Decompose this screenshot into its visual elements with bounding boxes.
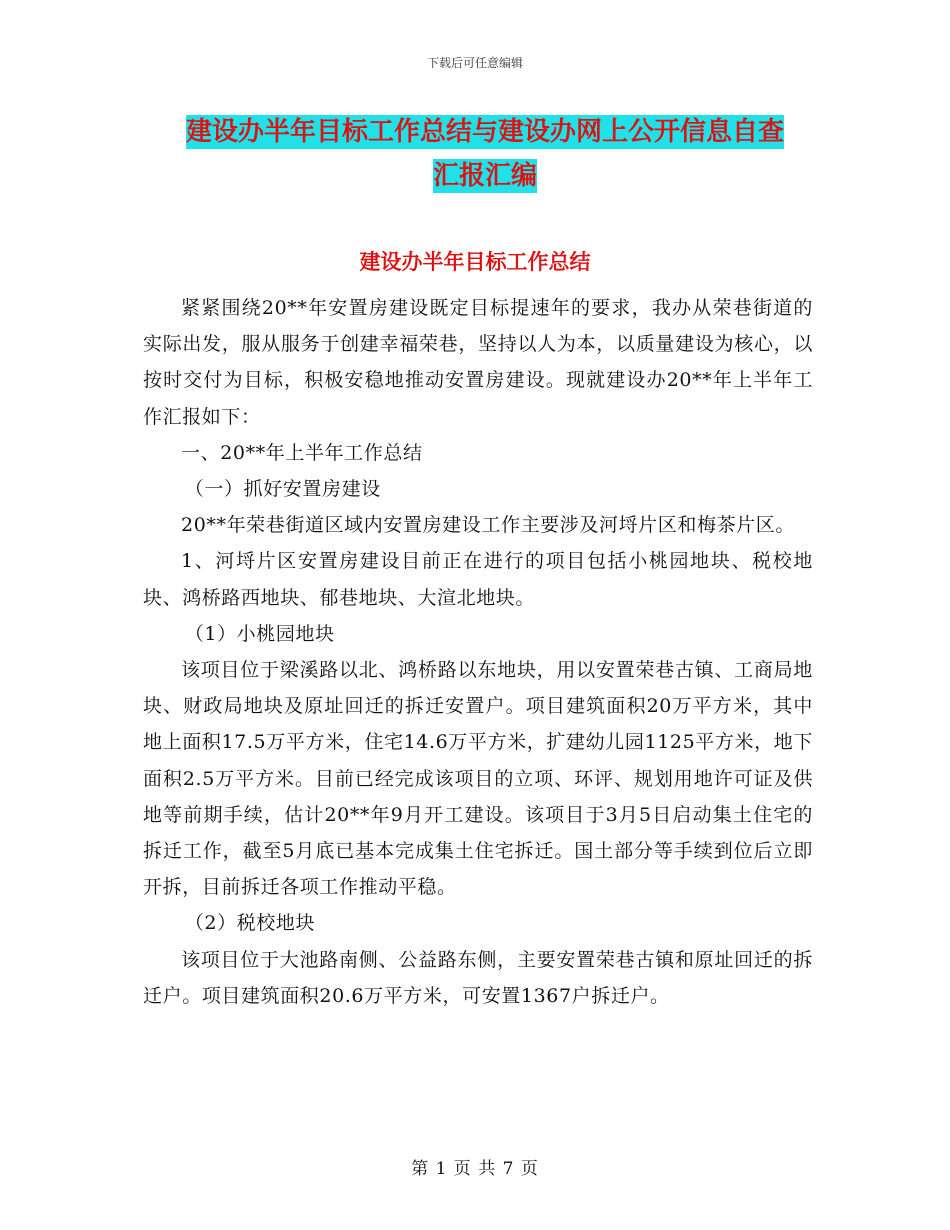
heading-section-1: 一、20**年上半年工作总结 [181,441,423,464]
document-body [143,290,813,1014]
main-title-line1: 建设办半年目标工作总结与建设办网上公开信息自查 [185,117,784,147]
heading-subsection-1: （一）抓好安置房建设 [184,478,381,501]
main-title-line2: 汇报汇编 [432,161,537,191]
heading-xiaotaoyuan: （1）小桃园地块 [184,622,335,645]
page-footer: 第 1 页 共 7 页 [411,1159,539,1179]
paragraph-shuixiao: 该项目位于大池路南侧、公益路东侧，主要安置荣巷古镇和原址回迁的拆迁户。项目建筑面积20.6万平方米，可安置1367户拆迁户。 [143,948,813,1007]
paragraph-areas: 20**年荣巷街道区域内安置房建设工作主要涉及河埒片区和梅茶片区。 [181,514,795,537]
header-note: 下载后可任意编辑 [426,56,523,70]
heading-shuixiao: （2）税校地块 [184,912,316,935]
document-main-title [145,110,825,198]
paragraph-intro: 紧紧围绕20**年安置房建设既定目标提速年的要求，我办从荣巷街道的实际出发，服从服务于创建幸福荣巷，坚持以人为本，以质量建设为核心，以按时交付为目标，积极安稳地推动安置房建设。现就建设办20**年上半年工作汇报如下： [143,297,813,428]
paragraph-hele-projects: 1、河埒片区安置房建设目前正在进行的项目包括小桃园地块、税校地块、鸿桥路西地块、郁巷地块、大渲北地块。 [143,550,813,609]
paragraph-xiaotaoyuan: 该项目位于梁溪路以北、鸿桥路以东地块，用以安置荣巷古镇、工商局地块、财政局地块及原址回迁的拆迁安置户。项目建筑面积20万平方米，其中地上面积17.5万平方米，住宅14.6万平方米，扩建幼儿园1125平方米，地下面积2.5万平方米。目前已经完成该项目的立项、环评、规划用地许可证及供地等前期手续，估计20**年9月开工建设。该项目于3月5日启动集土住宅的拆迁工作，截至5月底已基本完成集土住宅拆迁。国土部分等手续到位后立即开拆，目前拆迁各项工作推动平稳。 [143,659,813,899]
section-title: 建设办半年目标工作总结 [359,250,591,274]
